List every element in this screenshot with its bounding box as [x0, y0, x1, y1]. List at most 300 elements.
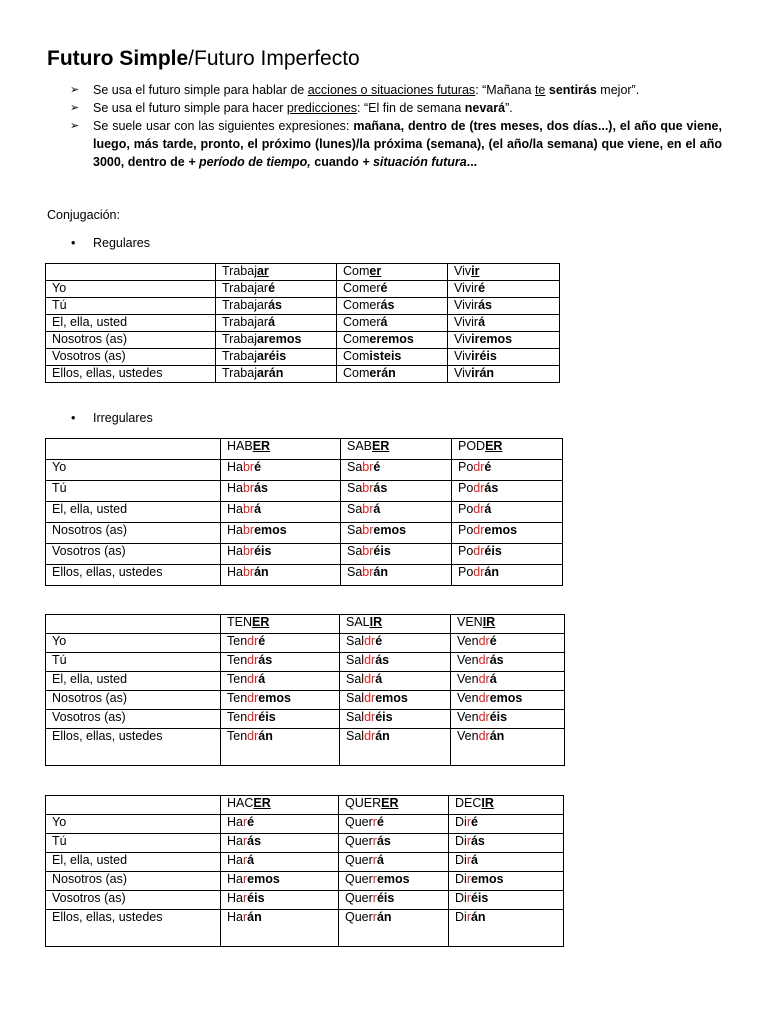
conjugation-cell	[448, 349, 560, 366]
text-segment: ”.	[505, 101, 513, 115]
text-segment: á	[470, 853, 478, 867]
conjugation-cell	[216, 281, 337, 298]
text-segment: eremos	[369, 332, 414, 346]
text-segment: HAC	[227, 796, 254, 810]
text-segment: Viv	[454, 264, 472, 278]
text-segment: án	[484, 565, 500, 579]
text-segment: dr	[473, 565, 485, 579]
text-segment: Sa	[347, 544, 363, 558]
conjugation-cell	[448, 315, 560, 332]
text-segment: Ha	[227, 815, 243, 829]
text-segment: Di	[455, 891, 467, 905]
pronoun-cell: Vosotros (as)	[46, 891, 221, 910]
conjugation-cell	[337, 315, 448, 332]
text-segment: r	[242, 815, 248, 829]
text-segment: ás	[470, 834, 485, 848]
table-row	[46, 544, 563, 565]
text-segment: dr	[473, 481, 485, 495]
text-segment: br	[362, 523, 374, 537]
conjugation-cell	[216, 332, 337, 349]
usage-text	[93, 101, 513, 115]
text-segment: án	[489, 729, 505, 743]
text-segment: ás	[484, 481, 499, 495]
conjugation-cell	[449, 853, 564, 872]
text-segment: é	[478, 281, 486, 295]
table-row	[46, 460, 563, 481]
pronoun-cell: El, ella, usted	[46, 672, 221, 691]
conjugation-cell	[341, 502, 452, 523]
text-segment: dr	[478, 710, 490, 724]
table-row	[46, 281, 560, 298]
title-rest: /Futuro Imperfecto	[188, 47, 360, 70]
text-segment: ir	[471, 264, 480, 278]
text-segment: erán	[369, 366, 396, 380]
text-segment: Sal	[346, 710, 365, 724]
table-row	[46, 502, 563, 523]
text-segment: DEC	[455, 796, 482, 810]
conjugation-cell	[449, 872, 564, 891]
conjugation-cell	[340, 672, 451, 691]
usage-text	[93, 119, 722, 169]
text-segment: é	[380, 281, 388, 295]
table-row	[46, 710, 565, 729]
text-segment: r	[242, 872, 248, 886]
pronoun-cell: El, ella, usted	[46, 853, 221, 872]
text-segment: dr	[473, 523, 485, 537]
text-segment: Ha	[227, 481, 243, 495]
text-segment: mañana, dentro de (tres meses, dos días...), el año que viene, luego, más tarde, pronto, el próximo (lunes)/la próxima (semana), (el año/la semana) que viene, en el año 3000, dentro de	[93, 119, 722, 169]
text-segment: Sa	[347, 481, 363, 495]
pronoun-cell: El, ella, usted	[46, 315, 216, 332]
bullet-dot-icon: •	[71, 411, 76, 425]
text-segment: á	[254, 502, 262, 516]
text-segment: r	[242, 910, 248, 924]
conjugation-cell	[451, 710, 565, 729]
conjugation-cell	[448, 281, 560, 298]
conjugation-cell	[221, 910, 339, 947]
text-segment: Comer	[343, 298, 381, 312]
table-row	[46, 834, 564, 853]
conjugation-cell	[341, 544, 452, 565]
text-segment: r	[466, 853, 471, 867]
usage-list	[70, 81, 722, 171]
text-segment: dr	[247, 710, 259, 724]
conjugacion-label: Conjugación:	[47, 208, 120, 222]
arrow-bullet-icon: ➢	[70, 102, 80, 114]
text-segment: er	[369, 264, 382, 278]
text-segment: r	[372, 853, 377, 867]
text-segment: dr	[478, 672, 490, 686]
conjugation-cell	[341, 523, 452, 544]
table-header-row	[46, 796, 564, 815]
conjugation-cell	[337, 366, 448, 383]
conjugation-table-hacer-querer-decir	[45, 795, 564, 947]
pronoun-cell: Yo	[46, 281, 216, 298]
text-segment: á	[258, 672, 266, 686]
text-segment: Trabajar	[222, 281, 269, 295]
conjugation-cell	[451, 729, 565, 766]
text-segment: emos	[247, 872, 280, 886]
text-segment: ás	[373, 481, 388, 495]
text-segment: HAB	[227, 439, 253, 453]
text-segment: Di	[455, 834, 467, 848]
text-segment: Sa	[347, 523, 363, 537]
table-row	[46, 691, 565, 710]
text-segment: éis	[375, 710, 393, 724]
text-segment: Ha	[227, 910, 243, 924]
page-title	[47, 46, 360, 72]
pronoun-cell: Vosotros (as)	[46, 710, 221, 729]
table-row	[46, 349, 560, 366]
text-segment: Sal	[346, 691, 365, 705]
conjugation-cell	[339, 891, 449, 910]
text-segment: Ten	[227, 653, 248, 667]
text-segment: irán	[471, 366, 495, 380]
text-segment: á	[373, 502, 381, 516]
text-segment: Ven	[457, 634, 479, 648]
pronoun-cell: Tú	[46, 298, 216, 315]
text-segment: emos	[484, 523, 518, 537]
text-segment: éis	[484, 544, 502, 558]
text-segment: SAB	[347, 439, 373, 453]
text-segment: emos	[376, 872, 410, 886]
text-segment: Trabaj	[222, 332, 257, 346]
empty-header-cell	[46, 264, 216, 281]
arrow-bullet-icon: ➢	[70, 84, 80, 96]
conjugation-table-regulares	[45, 263, 560, 383]
text-segment: dr	[247, 729, 259, 743]
text-segment: : “El fin de semana	[357, 101, 465, 115]
conjugation-cell	[221, 891, 339, 910]
pronoun-cell: Vosotros (as)	[46, 544, 221, 565]
text-segment: Ten	[227, 672, 248, 686]
text-segment: br	[362, 544, 374, 558]
text-segment: aréis	[256, 349, 287, 363]
pronoun-cell: El, ella, usted	[46, 502, 221, 523]
conjugation-cell	[339, 910, 449, 947]
text-segment: Viv	[454, 332, 472, 346]
text-segment: IR	[369, 615, 383, 629]
text-segment: éis	[373, 544, 391, 558]
text-segment: Quer	[345, 853, 373, 867]
conjugation-cell	[221, 544, 341, 565]
text-segment: Di	[455, 815, 467, 829]
text-segment: sentirás	[548, 83, 597, 97]
text-segment: Se suele usar con las siguientes expresiones:	[93, 119, 354, 133]
pronoun-cell: Tú	[46, 481, 221, 502]
text-segment: é	[470, 815, 478, 829]
text-segment: ar	[256, 264, 269, 278]
conjugation-cell	[221, 872, 339, 891]
text-segment: iréis	[471, 349, 497, 363]
text-segment: éis	[376, 891, 395, 905]
text-segment: r	[466, 891, 471, 905]
text-segment: ER	[252, 615, 270, 629]
text-segment: ás	[380, 298, 395, 312]
pronoun-cell: Vosotros (as)	[46, 349, 216, 366]
text-segment: aremos	[256, 332, 302, 346]
text-segment: : “Mañana	[475, 83, 535, 97]
conjugation-cell	[221, 481, 341, 502]
text-segment: é	[373, 460, 381, 474]
text-segment: br	[362, 565, 374, 579]
usage-item	[70, 99, 722, 117]
conjugation-cell	[221, 653, 340, 672]
table-row	[46, 565, 563, 586]
text-segment: TEN	[227, 615, 252, 629]
text-segment: dr	[473, 502, 485, 516]
text-segment: Vivir	[454, 298, 479, 312]
conjugation-cell	[216, 366, 337, 383]
text-segment: é	[247, 815, 255, 829]
text-segment: r	[466, 910, 471, 924]
text-segment: Ha	[227, 565, 243, 579]
conjugation-cell	[339, 872, 449, 891]
text-segment: Trabaj	[222, 264, 257, 278]
conjugation-cell	[221, 672, 340, 691]
text-segment: QUER	[345, 796, 382, 810]
text-segment: SAL	[346, 615, 370, 629]
text-segment: Sal	[346, 729, 365, 743]
text-segment: emos	[258, 691, 291, 705]
text-segment: dr	[473, 544, 485, 558]
text-segment: Di	[455, 910, 467, 924]
text-segment: r	[372, 815, 377, 829]
text-segment: án	[375, 729, 390, 743]
conjugation-cell	[452, 481, 563, 502]
conjugation-cell	[452, 460, 563, 481]
text-segment: br	[362, 481, 374, 495]
text-segment: r	[372, 834, 377, 848]
text-segment: predicciones	[286, 101, 358, 115]
conjugation-cell	[340, 634, 451, 653]
conjugation-cell	[451, 634, 565, 653]
text-segment: Ha	[227, 834, 243, 848]
table-row	[46, 634, 565, 653]
text-segment: Ha	[227, 502, 243, 516]
text-segment: Ten	[227, 710, 248, 724]
text-segment: éis	[470, 891, 489, 905]
table-row	[46, 366, 560, 383]
table-row	[46, 332, 560, 349]
text-segment: ás	[247, 834, 262, 848]
text-segment: é	[489, 634, 497, 648]
irregulares-label: Irregulares	[93, 411, 153, 425]
text-segment: án	[376, 910, 392, 924]
conjugation-cell	[448, 366, 560, 383]
text-segment: Quer	[345, 834, 373, 848]
text-segment: á	[268, 315, 276, 329]
text-segment: án	[247, 910, 262, 924]
table-row	[46, 315, 560, 332]
text-segment: Ven	[457, 691, 479, 705]
text-segment: Di	[455, 872, 467, 886]
text-segment: cuando	[310, 155, 363, 169]
text-segment: ER	[485, 439, 503, 453]
text-segment: Com	[343, 332, 370, 346]
table-header-row	[46, 264, 560, 281]
pronoun-cell: Ellos, ellas, ustedes	[46, 729, 221, 766]
text-segment: Po	[458, 523, 474, 537]
conjugation-cell	[340, 729, 451, 766]
conjugation-cell	[216, 298, 337, 315]
text-segment: dr	[364, 710, 376, 724]
text-segment: á	[478, 315, 486, 329]
conjugation-cell	[449, 815, 564, 834]
text-segment: é	[376, 815, 384, 829]
text-segment: ER	[381, 796, 399, 810]
regulares-label: Regulares	[93, 236, 150, 250]
text-segment: te	[534, 83, 546, 97]
text-segment: dr	[364, 691, 376, 705]
conjugation-cell	[221, 565, 341, 586]
pronoun-cell: Ellos, ellas, ustedes	[46, 366, 216, 383]
text-segment: POD	[458, 439, 486, 453]
conjugation-table-tener-salir-venir	[45, 614, 565, 766]
text-segment: acciones o situaciones futuras	[307, 83, 476, 97]
text-segment: r	[242, 891, 248, 905]
text-segment: Trabaj	[222, 349, 257, 363]
text-segment: ás	[268, 298, 282, 312]
text-segment: á	[484, 502, 492, 516]
conjugation-cell	[452, 544, 563, 565]
conjugation-cell	[340, 691, 451, 710]
text-segment: dr	[247, 653, 259, 667]
text-segment: Viv	[454, 349, 472, 363]
text-segment: Ven	[457, 710, 479, 724]
conjugation-cell	[337, 349, 448, 366]
conjugation-cell	[448, 332, 560, 349]
text-segment: dr	[247, 634, 259, 648]
verb-header-cell	[451, 615, 565, 634]
irregulares-heading	[71, 409, 153, 427]
pronoun-cell: Ellos, ellas, ustedes	[46, 910, 221, 947]
text-segment: emos	[373, 523, 407, 537]
pronoun-cell: Nosotros (as)	[46, 872, 221, 891]
pronoun-cell: Yo	[46, 634, 221, 653]
conjugation-cell	[451, 653, 565, 672]
text-segment: r	[466, 872, 471, 886]
text-segment: br	[242, 502, 255, 516]
conjugation-cell	[337, 298, 448, 315]
text-segment: dr	[364, 729, 376, 743]
text-segment: Ha	[227, 872, 243, 886]
conjugation-cell	[221, 460, 341, 481]
text-segment: án	[373, 565, 389, 579]
text-segment: ás	[489, 653, 504, 667]
text-segment: arán	[256, 366, 284, 380]
conjugation-cell	[451, 672, 565, 691]
conjugation-table-haber-saber-poder	[45, 438, 563, 586]
text-segment: IR	[481, 796, 494, 810]
text-segment: Ha	[227, 460, 243, 474]
text-segment: r	[466, 815, 471, 829]
verb-header-cell	[337, 264, 448, 281]
text-segment: Sa	[347, 460, 363, 474]
conjugation-cell	[452, 523, 563, 544]
text-segment: éis	[247, 891, 265, 905]
text-segment: br	[242, 523, 255, 537]
table-row	[46, 653, 565, 672]
conjugation-cell	[216, 315, 337, 332]
text-segment: r	[242, 834, 248, 848]
conjugation-cell	[221, 502, 341, 523]
verb-header-cell	[221, 439, 341, 460]
text-segment: dr	[247, 672, 259, 686]
text-segment: dr	[364, 634, 376, 648]
conjugation-cell	[448, 298, 560, 315]
text-segment: á	[376, 853, 384, 867]
text-segment: Se usa el futuro simple para hacer	[93, 101, 287, 115]
text-segment: dr	[247, 691, 259, 705]
conjugation-cell	[221, 853, 339, 872]
text-segment: IR	[482, 615, 496, 629]
text-segment: Ven	[457, 729, 479, 743]
text-segment: Quer	[345, 891, 373, 905]
title-bold: Futuro Simple	[47, 47, 189, 70]
text-segment: dr	[473, 460, 485, 474]
text-segment: dr	[478, 634, 490, 648]
text-segment: Ten	[227, 634, 248, 648]
text-segment: Po	[458, 502, 474, 516]
table-row	[46, 672, 565, 691]
text-segment: Po	[458, 481, 474, 495]
conjugation-cell	[340, 653, 451, 672]
verb-header-cell	[452, 439, 563, 460]
text-segment: á	[247, 853, 255, 867]
table-row	[46, 815, 564, 834]
table-row	[46, 298, 560, 315]
conjugation-cell	[339, 853, 449, 872]
conjugation-cell	[216, 349, 337, 366]
text-segment: emos	[375, 691, 408, 705]
text-segment: br	[242, 544, 255, 558]
conjugation-cell	[221, 634, 340, 653]
conjugation-cell	[340, 710, 451, 729]
conjugation-cell	[449, 891, 564, 910]
text-segment: Com	[343, 366, 370, 380]
text-segment: Ten	[227, 729, 248, 743]
pronoun-cell: Tú	[46, 834, 221, 853]
conjugation-cell	[221, 523, 341, 544]
text-segment: Comer	[343, 315, 381, 329]
text-segment: á	[489, 672, 497, 686]
text-segment: ...	[466, 155, 478, 169]
text-segment: Sal	[346, 634, 365, 648]
conjugation-cell	[337, 332, 448, 349]
text-segment: án	[258, 729, 273, 743]
usage-text	[93, 83, 639, 97]
conjugation-cell	[452, 565, 563, 586]
text-segment: Vivir	[454, 315, 479, 329]
text-segment: Di	[455, 853, 467, 867]
pronoun-cell: Nosotros (as)	[46, 691, 221, 710]
empty-header-cell	[46, 439, 221, 460]
text-segment: r	[372, 872, 377, 886]
conjugation-cell	[449, 910, 564, 947]
conjugation-cell	[221, 834, 339, 853]
text-segment: Quer	[345, 872, 373, 886]
conjugation-cell	[221, 815, 339, 834]
text-segment: emos	[254, 523, 287, 537]
verb-header-cell	[339, 796, 449, 815]
bullet-dot-icon: •	[71, 236, 76, 250]
conjugation-cell	[337, 281, 448, 298]
text-segment: Sal	[346, 672, 365, 686]
text-segment: + situación futura	[362, 155, 467, 169]
conjugation-cell	[221, 710, 340, 729]
conjugation-cell	[339, 834, 449, 853]
